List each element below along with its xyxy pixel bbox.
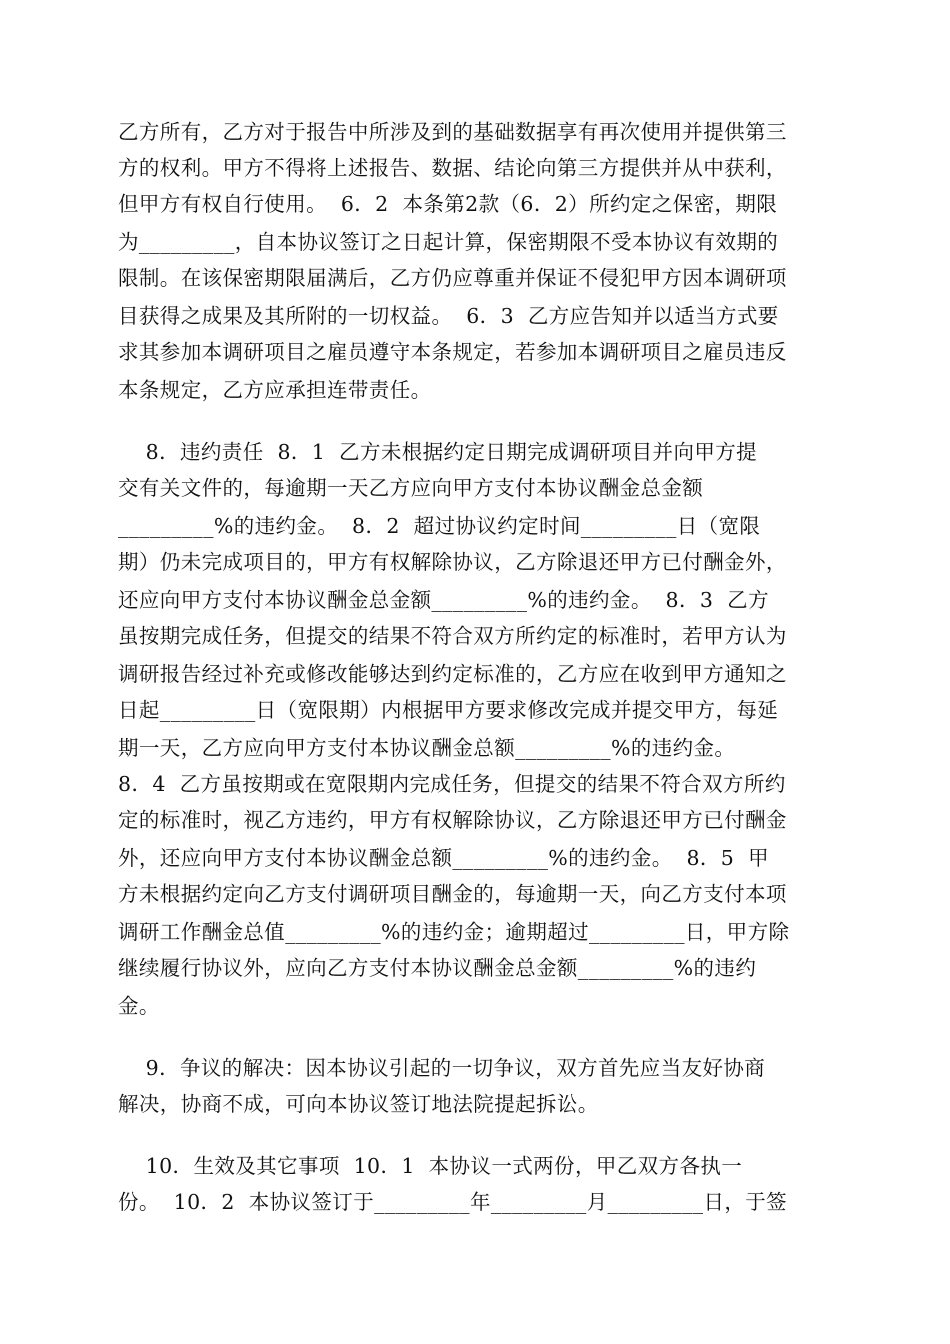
text-line: 定的标准时，视乙方违约，甲方有权解除协议，乙方除退还甲方已付酬金	[118, 808, 787, 832]
text-line: 求其参加本调研项目之雇员遵守本条规定，若参加本调研项目之雇员违反	[118, 340, 787, 364]
text-line: 本条规定，乙方应承担连带责任。	[118, 378, 432, 402]
text-line: 乙方所有，乙方对于报告中所涉及到的基础数据享有再次使用并提供第三	[118, 120, 787, 144]
text-line: 方的权利。甲方不得将上述报告、数据、结论向第三方提供并从中获利，	[118, 156, 787, 180]
text-line: 金。	[118, 994, 160, 1018]
text-line: 限制。在该保密期限届满后，乙方仍应尊重并保证不侵犯甲方因本调研项	[118, 266, 787, 290]
text-line: 8．4 乙方虽按期或在宽限期内完成任务，但提交的结果不符合双方所约	[118, 772, 786, 796]
text-line: 解决，协商不成，可向本协议签订地法院提起拆讼。	[118, 1092, 599, 1116]
text-line: 8．违约责任 8．1 乙方未根据约定日期完成调研项目并向甲方提	[118, 440, 758, 464]
text-line: 目获得之成果及其所附的一切权益。 6．3 乙方应告知并以适当方式要	[118, 304, 779, 328]
text-line: 期）仍未完成项目的，甲方有权解除协议，乙方除退还甲方已付酬金外，	[118, 550, 787, 574]
text-line: 但甲方有权自行使用。 6．2 本条第2款（6．2）所约定之保密，期限	[118, 192, 778, 216]
text-line: 外，还应向甲方支付本协议酬金总额_________%的违约金。 8．5 甲	[118, 846, 769, 870]
text-line: 调研报告经过补充或修改能够达到约定标准的，乙方应在收到甲方通知之	[118, 662, 787, 686]
text-line: 交有关文件的，每逾期一天乙方应向甲方支付本协议酬金总金额	[118, 476, 704, 500]
text-line: 方未根据约定向乙方支付调研项目酬金的，每逾期一天，向乙方支付本项	[118, 882, 787, 906]
text-line: 10．生效及其它事项 10．1 本协议一式两份，甲乙双方各执一	[118, 1154, 743, 1178]
text-line: 为_________，自本协议签订之日起计算，保密期限不受本协议有效期的	[118, 230, 779, 254]
text-line: 期一天，乙方应向甲方支付本协议酬金总额_________%的违约金。	[118, 736, 736, 760]
text-line: 继续履行协议外，应向乙方支付本协议酬金总金额_________%的违约	[118, 956, 757, 980]
text-line: 9．争议的解决：因本协议引起的一切争议，双方首先应当友好协商	[118, 1056, 766, 1080]
text-line: 份。 10．2 本协议签订于_________年_________月_________日，于签	[118, 1190, 788, 1214]
text-line: 还应向甲方支付本协议酬金总金额_________%的违约金。 8．3 乙方	[118, 588, 769, 612]
text-line: 调研工作酬金总值_________%的违约金；逾期超过_________日，甲方除	[118, 920, 790, 944]
text-line: 虽按期完成任务，但提交的结果不符合双方所约定的标准时，若甲方认为	[118, 624, 787, 648]
text-line: _________%的违约金。 8．2 超过协议约定时间_________日（宽限	[118, 514, 761, 538]
text-line: 日起_________日（宽限期）内根据甲方要求修改完成并提交甲方，每延	[118, 698, 779, 722]
